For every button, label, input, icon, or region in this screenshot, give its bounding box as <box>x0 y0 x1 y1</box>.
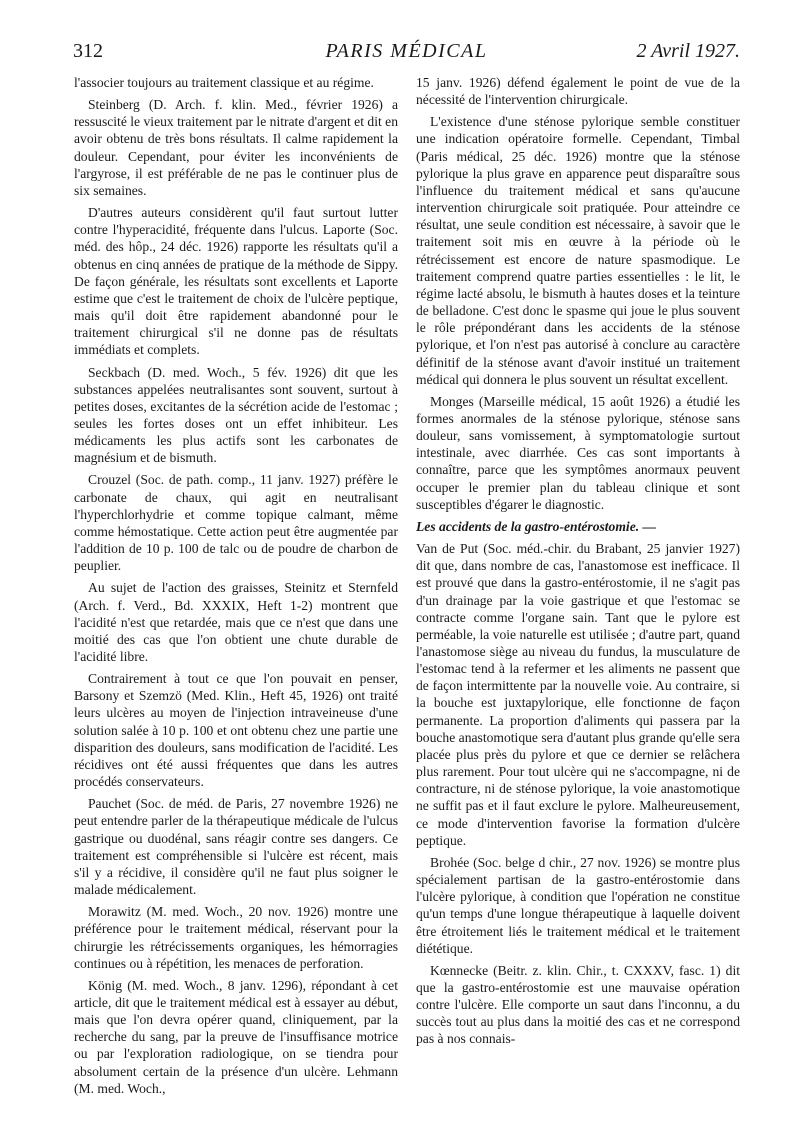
paragraph: Steinberg (D. Arch. f. klin. Med., février 1926) a ressuscité le vieux traitement par le nitrate d'argent et dit en avoir obtenu de très bons résultats. Il calme rapidement la douleur. Cependant, pour éviter les inconvénients de l'argyrose, il est préférable de ne pas le continuer plus de six semaines. <box>74 97 398 198</box>
paragraph: D'autres auteurs considèrent qu'il faut surtout lutter contre l'hyperacidité, fréquente dans l'ulcus. Laporte (Soc. méd. des hôp., 24 déc. 1926) rapporte les résultats qu'il a obtenus en cinq années de pratique de la méthode de Sippy. De façon générale, les résultats sont excellents et Laporte estime que c'est le traitement de choix de l'ulcère peptique, mais qu'il doit être rapidement abandonné pour le traitement chirurgical s'il ne donne pas de résultats immédiats et complets. <box>74 205 398 358</box>
paragraph: L'existence d'une sténose pylorique semble constituer une indication opératoire formelle. Cependant, Timbal (Paris médical, 25 déc. 1926) montre que la sténose pylorique la plus grave en apparence peut disparaître sous l'influence du traitement médical et sans qu'aucune intervention chirurgicale soit pratiquée. Pour atteindre ce résultat, une seule condition est nécessaire, à savoir que le traitement soit mis en œuvre à la période où le rétrécissement est encore de nature spasmodique. Le traitement comprend quatre parties essentielles : le lit, le régime lacté absolu, le bismuth à hautes doses et la teinture de belladone. C'est donc le spasme qui joue le plus souvent le rôle prépondérant dans les accidents de la sténose pylorique, et l'on n'est pas autorisé à conclure au caractère définitif de la sténose avant d'avoir institué un traitement médical qui donnera le plus souvent un résultat excellent. <box>416 114 740 387</box>
paragraph: 15 janv. 1926) défend également le point de vue de la nécessité de l'intervention chirurgicale. <box>416 75 740 108</box>
paragraph: Brohée (Soc. belge d chir., 27 nov. 1926) se montre plus spécialement partisan de la gastro-entérostomie dans l'ulcère pylorique, à condition que l'opération ne constitue qu'un temps d'une longue thérapeutique à laquelle doivent être étroitement liés le traitement médical et le traitement diététique. <box>416 854 740 956</box>
paragraph: Van de Put (Soc. méd.-chir. du Brabant, 25 janvier 1927) dit que, dans nombre de cas, l'anastomose est inefficace. Il est prouvé que dans la gastro-entérostomie, il ne s'agit pas d'un drainage par la voie gastrique et que l'estomac se contracte comme l'organe sain. Tant que le pylore est perméable, la voie naturelle est utilisée ; d'autre part, quand l'anastomose siège au niveau du fundus, la musculature de l'estomac tend à la refermer et les aliments ne passent que de façon intermittente par la nouvelle voie. Au contraire, si la bouche est juxtapylorique, elle fonctionne de façon permanente. La proportion d'aliments qui passera par la bouche anastomotique sera d'autant plus grande qu'elle sera placée plus près du pylore et que ce dernier se relâchera plus rarement. Pour tout ulcère qui ne s'accompagne, ni de contracture, ni de sténose pylorique, la voie anastomotique ne suffit pas et il faut exclure le pylore. Malheureusement, ce mode d'intervention favorise la formation d'ulcère peptique. <box>416 541 740 848</box>
paragraph: Au sujet de l'action des graisses, Steinitz et Sternfeld (Arch. f. Verd., Bd. XXXIX, Heft 1-2) montrent que l'acidité n'est que retardée, mais que ce n'est que dans une moitié des cas que l'on obtient une chute durable de l'acidité libre. <box>74 580 398 664</box>
paragraph: Kœnnecke (Beitr. z. klin. Chir., t. CXXXV, fasc. 1) dit que la gastro-entérostomie est une mauvaise opération contre l'ulcère. Elle comporte un saut dans l'inconnu, a du succès tout au plus dans la moitié des cas et ne correspond pas à nos connais- <box>416 962 740 1047</box>
journal-title: PARIS MÉDICAL <box>325 40 488 62</box>
section-heading: Les accidents de la gastro-entérostomie. — <box>416 518 657 534</box>
paragraph: Crouzel (Soc. de path. comp., 11 janv. 1927) préfère le carbonate de chaux, qui agit en neutralisant l'hyperchlorhydrie et comme topique calmant, même comme hémostatique. Cette action peut être augmentée par l'addition de 10 p. 100 de talc ou de poudre de charbon de peuplier. <box>74 472 398 574</box>
paragraph: Morawitz (M. med. Woch., 20 nov. 1926) montre une préférence pour le traitement médical, réservant pour la chirurgie les rétrécissements organiques, les hémorragies continues ou à répétition, les menaces de perforation. <box>74 904 398 971</box>
paragraph: Seckbach (D. med. Woch., 5 fév. 1926) dit que les substances appelées neutralisantes sont souvent, surtout à petites doses, excitantes de la sécrétion acide de l'estomac ; seules les fortes doses ont un effet inhibiteur. Les médicaments les plus actifs sont les carbonates de magnésium et de bismuth. <box>74 364 398 466</box>
paragraph: Contrairement à tout ce que l'on pouvait en penser, Barsony et Szemzö (Med. Klin., Heft 45, 1926) ont traité leurs ulcères au moyen de l'injection intraveineuse d'une solution salée à 10 p. 100 et ont obtenu chez une partie une disparition des douleurs, sans modification de l'acidité. Les récidives ont été aussi fréquentes que dans les autres procédés conservateurs. <box>74 671 398 790</box>
paragraph: Pauchet (Soc. de méd. de Paris, 27 novembre 1926) ne peut entendre parler de la thérapeutique médicale de l'ulcus gastrique ou duodénal, sans réagir contre ses dangers. Ce traitement est compréhensible si l'ulcère est récent, mais s'il y a récidive, il considère qu'il ne faut plus soigner le malade médicalement. <box>74 796 398 898</box>
issue-date: 2 Avril 1927. <box>636 40 740 62</box>
section-heading-paragraph <box>416 518 740 535</box>
paragraph: Monges (Marseille médical, 15 août 1926) a étudié les formes anormales de la sténose pylorique, sténose sans douleur, sans vomissement, à symptomatologie surtout intestinale, avec diarrhée. Ces cas sont importants à connaître, parce que les symptômes anormaux peuvent occuper le premier plan du tableau clinique et sont susceptibles d'égarer le diagnostic. <box>416 393 740 512</box>
paragraph: König (M. med. Woch., 8 janv. 1296), répondant à cet article, dit que le traitement médical est à essayer au début, mais que l'on devra opérer quand, cliniquement, par la recherche du sang, par la preuve de l'insuffisance motrice ou par l'exploration radiologique, on se tiendra pour absolument certain de la présence d'un ulcère. Lehmann (M. med. Woch., <box>74 977 398 1096</box>
paragraph: l'associer toujours au traitement classique et au régime. <box>74 75 374 90</box>
page-header <box>73 40 740 66</box>
left-column <box>74 74 398 1102</box>
right-column <box>416 74 740 1053</box>
page-number: 312 <box>73 40 103 62</box>
